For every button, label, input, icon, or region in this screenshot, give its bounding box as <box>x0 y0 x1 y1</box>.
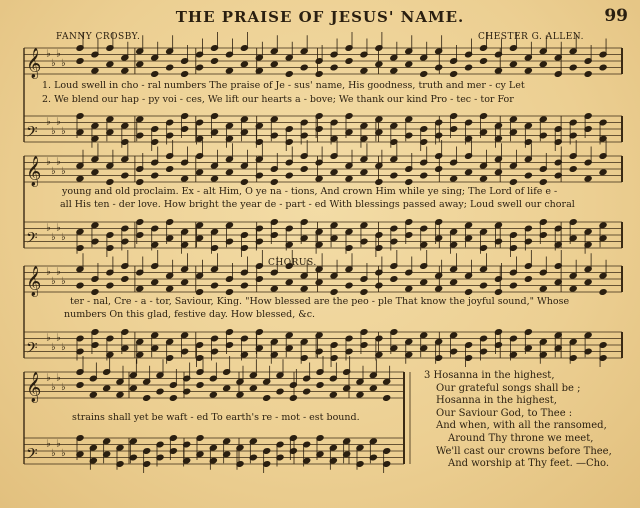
svg-text:♭: ♭ <box>46 266 51 278</box>
svg-text:♭: ♭ <box>51 276 56 288</box>
svg-text:♭: ♭ <box>61 232 66 244</box>
svg-text:𝄢: 𝄢 <box>26 123 38 145</box>
lyricist-credit: FANNY CROSBY. <box>56 32 141 42</box>
svg-text:♭: ♭ <box>51 126 56 138</box>
verse3-line-8: And worship at Thy feet. —Cho. <box>448 458 610 470</box>
svg-text:♭: ♭ <box>61 126 66 138</box>
svg-text:𝄢: 𝄢 <box>26 445 38 467</box>
verse-3 <box>424 370 612 471</box>
verse3-line-7: We'll cast our crowns before Thee, <box>436 445 612 457</box>
svg-text:𝄢: 𝄢 <box>26 229 38 251</box>
svg-text:♭: ♭ <box>46 372 51 384</box>
svg-text:♭: ♭ <box>56 332 61 344</box>
svg-text:♭: ♭ <box>61 166 66 178</box>
svg-text:♭: ♭ <box>56 438 61 450</box>
lyric-line-2b: all His ten - der love. How bright the year de - part - ed With blessings passed away; Loud swell our choral <box>60 199 575 210</box>
svg-text:𝄞: 𝄞 <box>26 156 42 187</box>
hymn-title: THE PRAISE OF JESUS' NAME. <box>175 8 465 26</box>
svg-text:♭: ♭ <box>46 116 51 128</box>
composer-credit: CHESTER G. ALLEN. <box>478 32 584 42</box>
svg-text:♭: ♭ <box>51 166 56 178</box>
lyric-line-2a: young and old proclaim. Ex - alt Him, O ye na - tions, And crown Him while ye sing; The Lord of life e - <box>62 186 558 197</box>
svg-text:♭: ♭ <box>46 156 51 168</box>
svg-text:♭: ♭ <box>56 222 61 234</box>
svg-text:♭: ♭ <box>46 332 51 344</box>
verse3-line-6: Around Thy throne we meet, <box>448 432 594 444</box>
verse3-line-1: 3 Hosanna in the highest, <box>424 370 555 381</box>
svg-text:♭: ♭ <box>46 438 51 450</box>
lyric-line-3b: numbers On this glad, festive day. How blessed, &c. <box>64 309 316 320</box>
svg-text:♭: ♭ <box>61 276 66 288</box>
lyric-line-1b: 2. We blend our hap - py voi - ces, We lift our hearts a - bove; We thank our kind Pro - tec - tor For <box>42 94 514 105</box>
svg-text:♭: ♭ <box>46 48 51 60</box>
lyric-line-4a: strains shall yet be waft - ed To earth's re - mot - est bound. <box>72 412 360 423</box>
svg-text:♭: ♭ <box>61 342 66 354</box>
svg-text:♭: ♭ <box>61 382 66 394</box>
verse3-line-4: Our Saviour God, to Thee : <box>436 407 573 419</box>
svg-text:♭: ♭ <box>61 448 66 460</box>
svg-text:♭: ♭ <box>51 448 56 460</box>
svg-text:♭: ♭ <box>56 48 61 60</box>
svg-text:𝄞: 𝄞 <box>26 48 42 79</box>
svg-text:𝄢: 𝄢 <box>26 339 38 361</box>
svg-text:♭: ♭ <box>51 382 56 394</box>
svg-text:𝄞: 𝄞 <box>26 372 42 403</box>
chorus-label: CHORUS. <box>268 258 317 268</box>
svg-text:♭: ♭ <box>46 222 51 234</box>
svg-text:♭: ♭ <box>56 156 61 168</box>
svg-text:♭: ♭ <box>51 58 56 70</box>
verse3-line-2: Our grateful songs shall be ; <box>436 382 581 394</box>
verse3-line-5: And when, with all the ransomed, <box>436 420 607 432</box>
svg-text:𝄞: 𝄞 <box>26 266 42 297</box>
page-number: 99 <box>604 6 628 26</box>
verse3-line-3: Hosanna in the highest, <box>436 395 557 407</box>
svg-text:♭: ♭ <box>51 232 56 244</box>
svg-text:♭: ♭ <box>56 266 61 278</box>
svg-text:♭: ♭ <box>56 116 61 128</box>
svg-text:♭: ♭ <box>56 372 61 384</box>
lyric-line-1a: 1. Loud swell in cho - ral numbers The praise of Je - sus' name, His goodness, truth and mer - cy Let <box>42 80 525 91</box>
lyric-line-3a: ter - nal, Cre - a - tor, Saviour, King. "How blessed are the peo - ple That know the joyful sound," Whose <box>70 296 570 307</box>
svg-text:♭: ♭ <box>61 58 66 70</box>
svg-text:♭: ♭ <box>51 342 56 354</box>
